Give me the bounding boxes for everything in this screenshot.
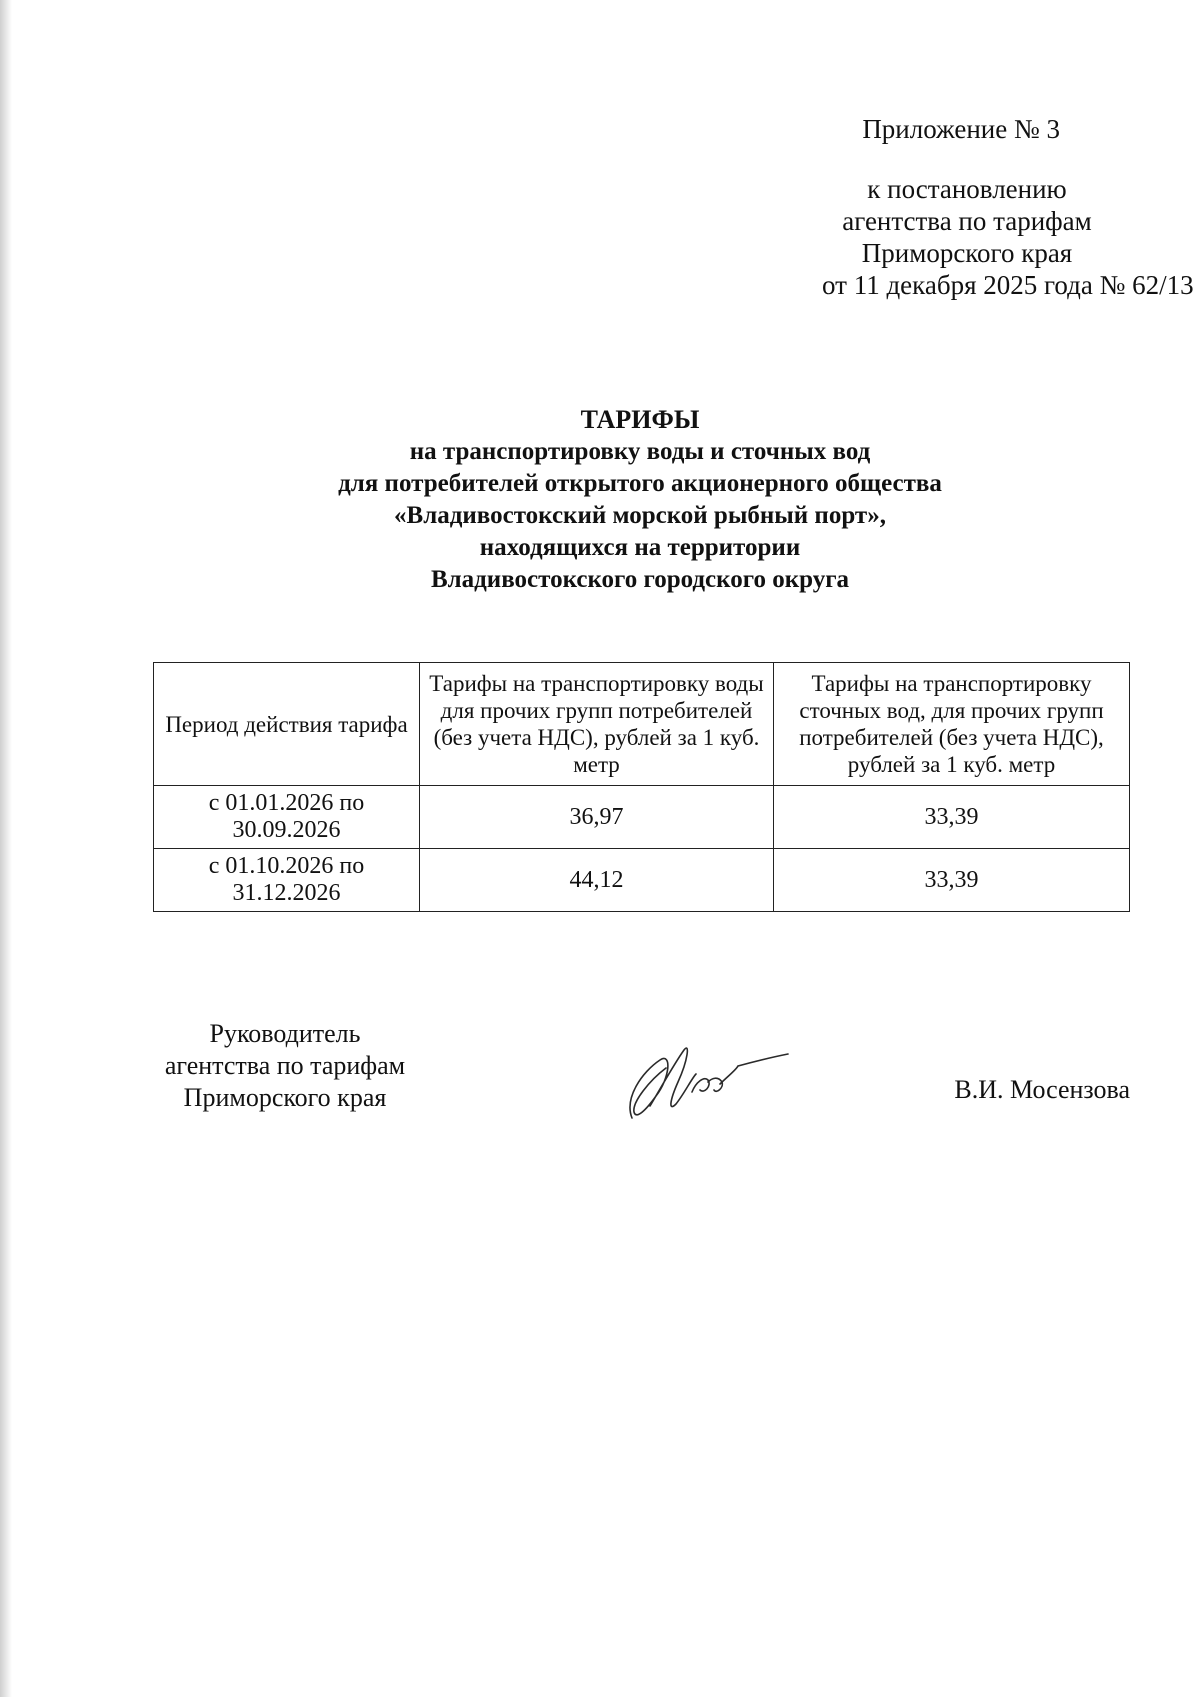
document-title bbox=[150, 404, 1130, 596]
title-line: Владивостокского городского округа bbox=[430, 566, 850, 593]
period-to: 30.09.2026 bbox=[232, 817, 341, 843]
cell-period bbox=[154, 786, 420, 849]
title-line: находящихся на территории bbox=[479, 534, 801, 561]
tariff-table bbox=[153, 662, 1130, 912]
signatory-role bbox=[150, 1018, 420, 1114]
role-line: агентства по тарифам bbox=[164, 1051, 406, 1080]
appendix-line: агентства по тарифам bbox=[842, 206, 1092, 236]
header-wastewater-tariff: Тарифы на транспортировку сточных вод, для прочих групп потребителей (без учета НДС), рублей за 1 куб. метр bbox=[774, 663, 1130, 786]
scan-edge-shadow bbox=[0, 0, 12, 1697]
role-line: Приморского края bbox=[183, 1083, 387, 1112]
appendix-reference bbox=[822, 173, 1194, 301]
title-main: ТАРИФЫ bbox=[580, 405, 700, 434]
role-line: Руководитель bbox=[209, 1019, 361, 1048]
handwritten-signature bbox=[620, 1020, 790, 1130]
header-period: Период действия тарифа bbox=[154, 663, 420, 786]
period-from: с 01.01.2026 по bbox=[208, 790, 365, 816]
appendix-line: к постановлению bbox=[867, 174, 1067, 204]
cell-water-tariff: 36,97 bbox=[420, 786, 774, 849]
title-line: для потребителей открытого акционерного общества bbox=[338, 470, 942, 497]
appendix-header bbox=[692, 113, 1194, 301]
appendix-number: Приложение № 3 bbox=[862, 114, 1060, 144]
cell-wastewater-tariff: 33,39 bbox=[774, 849, 1130, 912]
cell-water-tariff: 44,12 bbox=[420, 849, 774, 912]
appendix-line: Приморского края bbox=[861, 238, 1073, 268]
period-from: с 01.10.2026 по bbox=[208, 853, 365, 879]
table-row bbox=[154, 786, 1130, 849]
period-to: 31.12.2026 bbox=[232, 880, 341, 906]
header-water-tariff: Тарифы на транспортировку воды для прочих групп потребителей (без учета НДС), рублей за 1 куб. метр bbox=[420, 663, 774, 786]
cell-wastewater-tariff: 33,39 bbox=[774, 786, 1130, 849]
title-line: на транспортировку воды и сточных вод bbox=[409, 438, 871, 465]
cell-period bbox=[154, 849, 420, 912]
table-row bbox=[154, 849, 1130, 912]
title-line: «Владивостокский морской рыбный порт», bbox=[394, 502, 886, 529]
table-header-row bbox=[154, 663, 1130, 786]
signatory-name: В.И. Мосензова bbox=[954, 1075, 1130, 1104]
appendix-line: от 11 декабря 2025 года № 62/13 bbox=[822, 270, 1194, 300]
